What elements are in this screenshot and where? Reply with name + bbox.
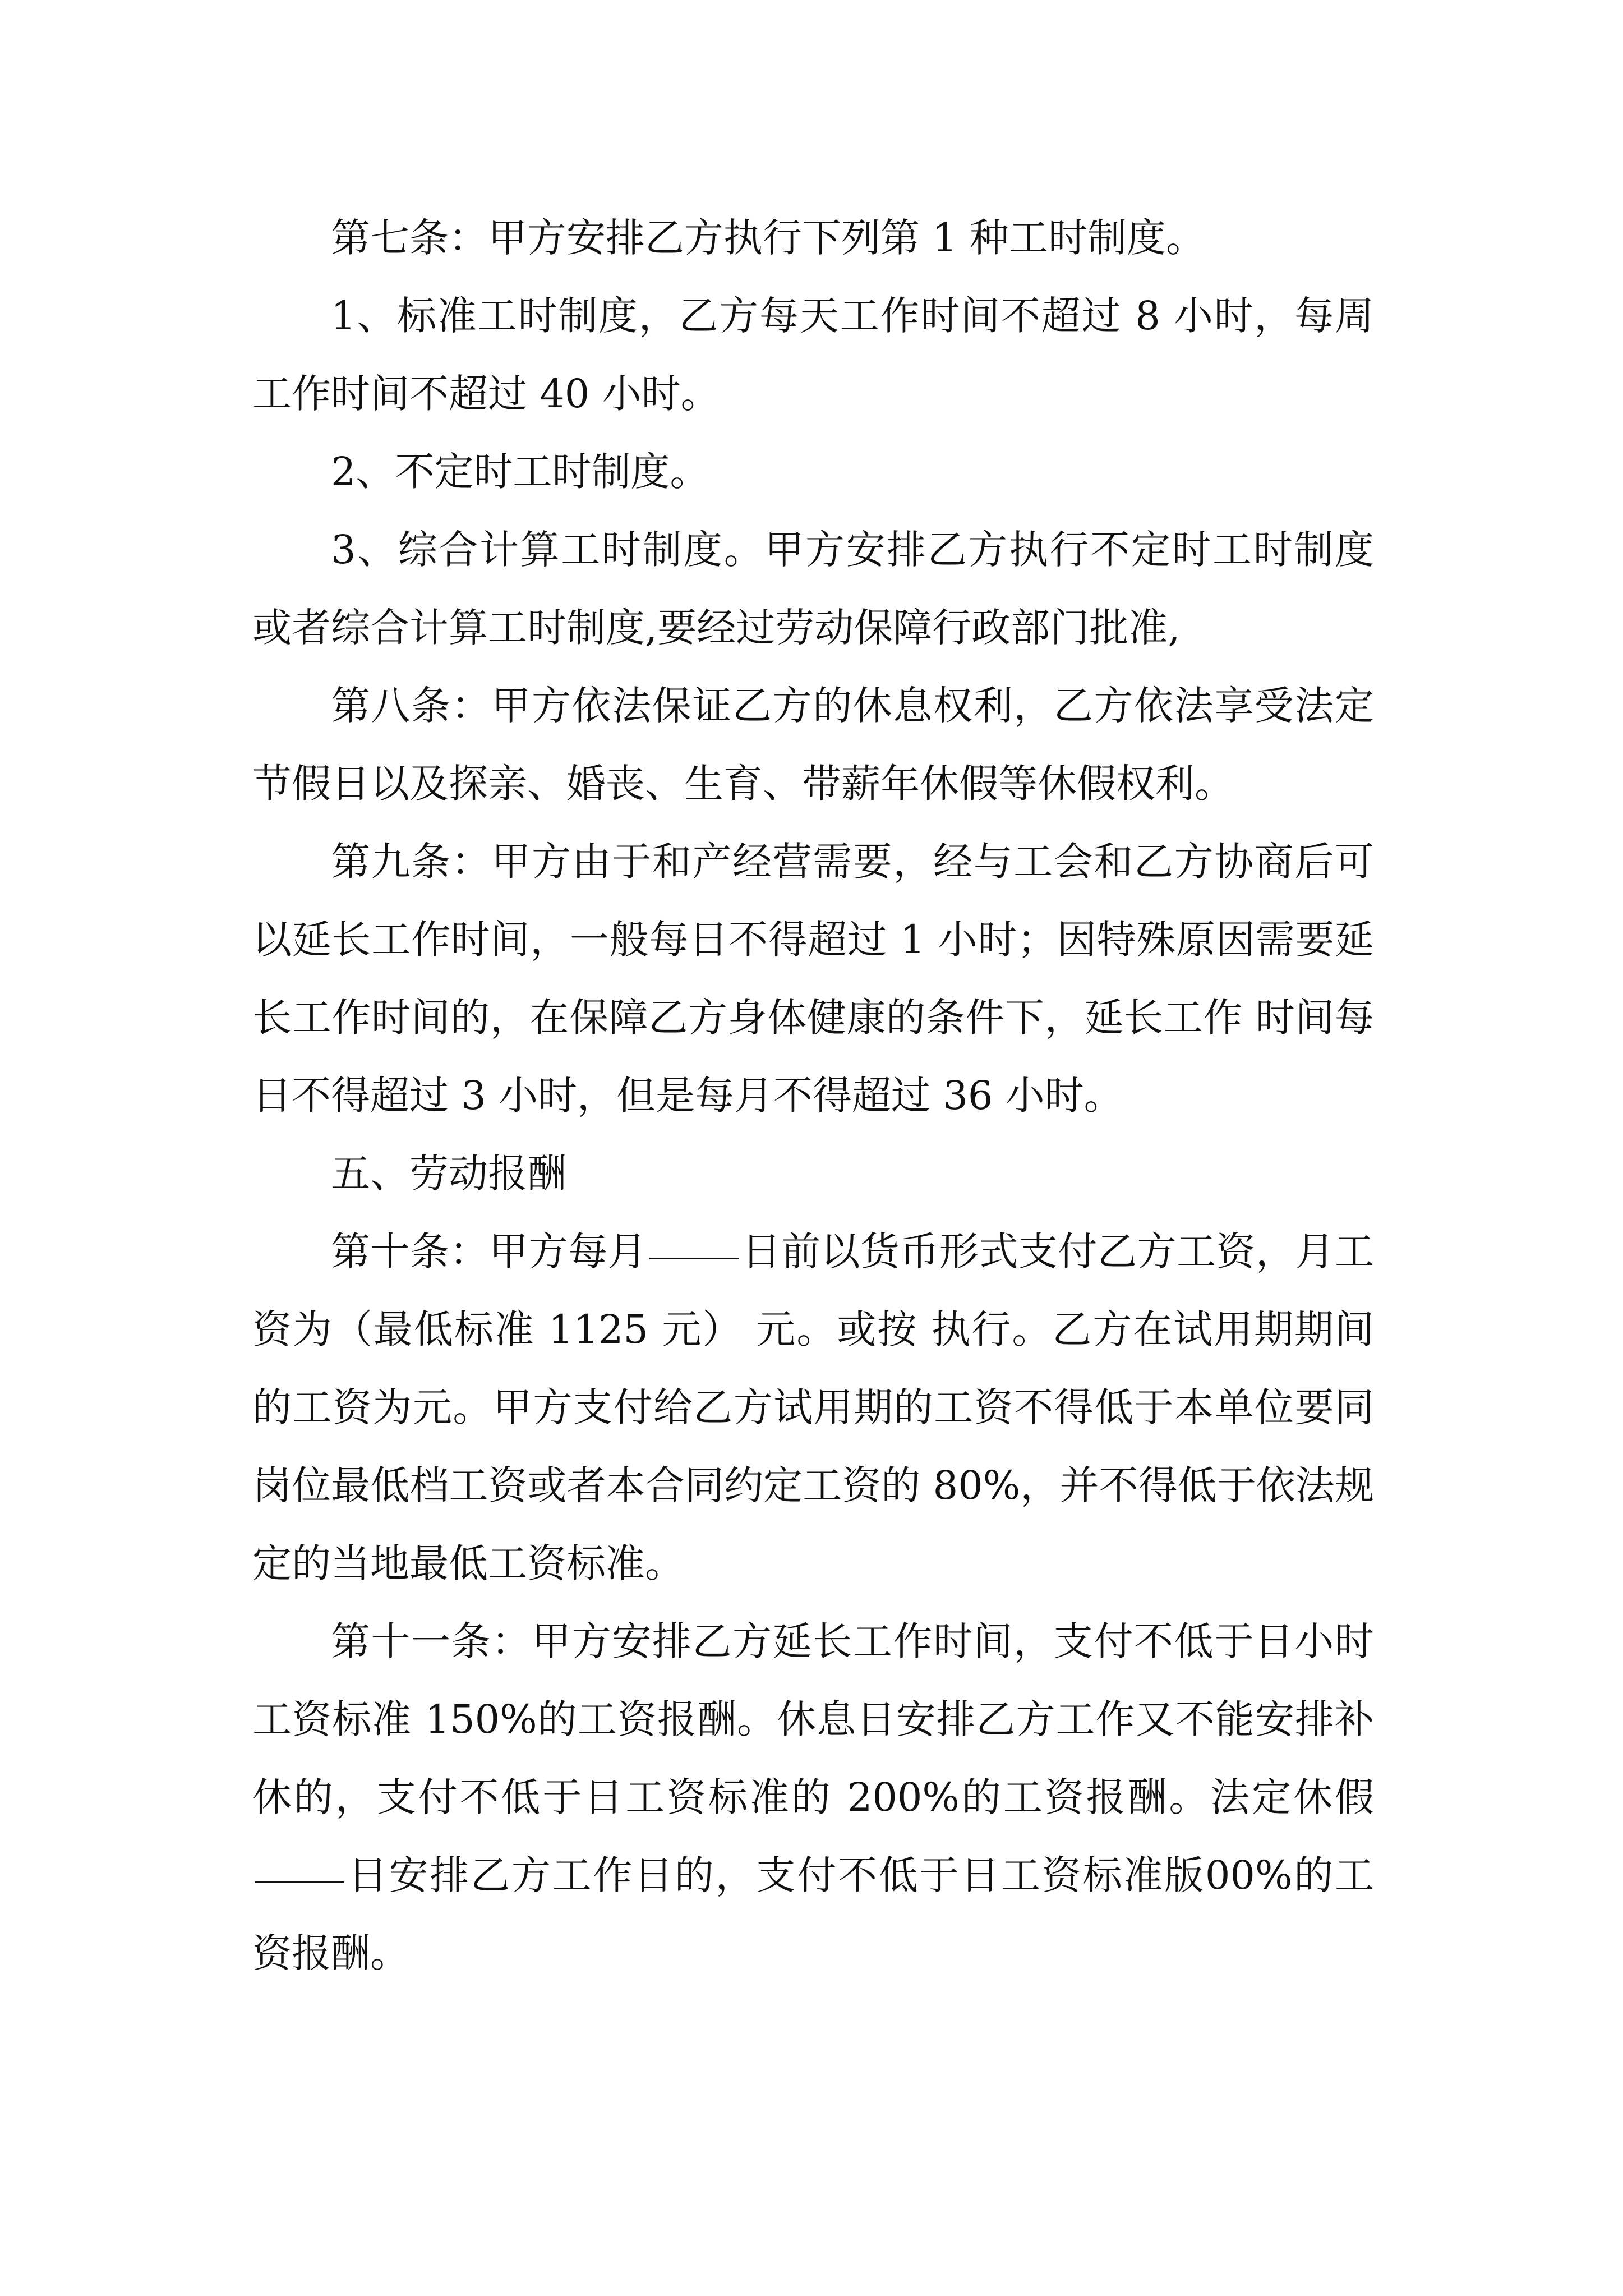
comprehensive-hours-paragraph: 3、综合计算工时制度。甲方安排乙方执行不定时工时制度或者综合计算工时制度,要经过劳动保障行政部门批准,	[252, 527, 1374, 651]
article-7-paragraph: 第七条：甲方安排乙方执行下列第 1 种工时制度。	[331, 215, 1206, 261]
blank-line	[649, 1257, 739, 1259]
article-9-paragraph: 第九条：甲方由于和产经营需要，经与工会和乙方协商后可以延长工作时间，一般每日不得超过 1 小时；因特殊原因需要延长工作时间的，在保障乙方身体健康的条件下，延长工作 时间每日不得超过 3 小时，但是每月不得超过 36 小时。	[252, 839, 1374, 1119]
article-8-paragraph: 第八条：甲方依法保证乙方的休息权利，乙方依法享受法定节假日以及探亲、婚丧、生育、带薪年休假等休假权利。	[252, 683, 1374, 807]
standard-hours-paragraph: 1、标准工时制度，乙方每天工作时间不超过 8 小时，每周工作时间不超过 40 小时。	[252, 293, 1374, 417]
article-10-text-start: 第十条：甲方每月	[331, 1228, 647, 1274]
article-10-text-end: 日前以货币形式支付乙方工资，月工资为（最低标准 1125 元） 元。或按 执行。乙方在试用期期间的工资为元。甲方支付给乙方试用期的工资不得低于本单位要同岗位最低档工资或者本合同约定工资的 80%，并不得低于依法规定的当地最低工资标准。	[252, 1228, 1374, 1586]
blank-line	[255, 1881, 344, 1883]
article-11-text-end: 日安排乙方工作日的，支付不低于日工资标准版00%的工资报酬。	[252, 1852, 1374, 1976]
article-10-paragraph	[252, 1213, 1374, 1603]
flexible-hours-paragraph: 2、不定时工时制度。	[331, 449, 709, 495]
article-11-paragraph	[252, 1603, 1374, 1993]
document-body	[252, 199, 1374, 1993]
section-heading-remuneration: 五、劳动报酬	[331, 1151, 566, 1197]
article-11-text-start: 第十一条：甲方安排乙方延长工作时间，支付不低于日小时工资标准 150%的工资报酬。休息日安排乙方工作又不能安排补休的，支付不低于日工资标准的 200%的工资报酬。法定休假	[252, 1618, 1374, 1820]
